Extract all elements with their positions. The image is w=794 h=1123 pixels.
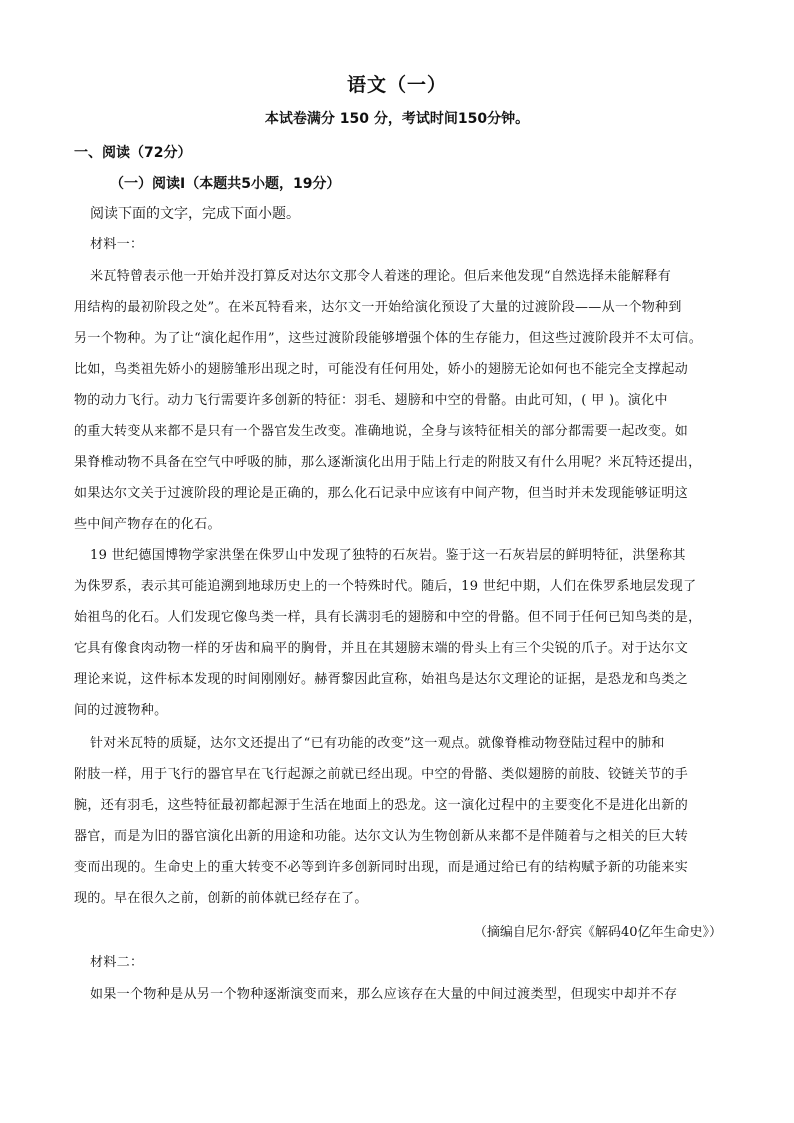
text-line: 现的。早在很久之前，创新的前体就已经存在了。: [74, 891, 368, 906]
text-line: 如果一个物种是从另一个物种逐渐演变而来，那么应该存在大量的中间过渡类型，但现实中却并不存: [90, 987, 678, 1002]
section-heading: 一、阅读（72分）: [74, 145, 192, 161]
text-line: 变而出现的。生命史上的重大转变不必等到许多创新同时出现，而是通过给已有的结构赋予新的功能来实: [74, 860, 689, 875]
material-two-label: 材料二：: [90, 955, 144, 970]
text-line: 腕，还有羽毛，这些特征最初都起源于生活在地面上的恐龙。这一演化过程中的主要变化不是进化出新的: [74, 798, 689, 813]
text-line: 米瓦特曾表示他一开始并没打算反对达尔文那令人着迷的理论。但后来他发现“自然选择未能解释有: [90, 269, 672, 284]
text-line: 另一个物种。为了让“演化起作用”，这些过渡阶段能够增强个体的生存能力，但这些过渡阶段并不太可信。: [74, 331, 703, 346]
sub-section-heading: （一）阅读Ⅰ（本题共5小题，19分）: [110, 176, 341, 192]
text-line: 器官，而是为旧的器官演化出新的用途和功能。达尔文认为生物创新从来都不是伴随着与之相关的巨大转: [74, 829, 689, 844]
document-title: 语文（一）: [346, 74, 447, 96]
text-line: 的重大转变从来都不是只有一个器官发生改变。准确地说，全身与该特征相关的部分都需要一起改变。如: [74, 424, 689, 439]
source-citation: （摘编自尼尔·舒宾《解码40亿年生命史》）: [473, 925, 722, 940]
text-line: 如果达尔文关于过渡阶段的理论是正确的，那么化石记录中应该有中间产物，但当时并未发现能够证明这: [74, 486, 689, 501]
text-line: 比如，鸟类祖先娇小的翅膀雏形出现之时，可能没有任何用处，娇小的翅膀无论如何也不能完全支撑起动: [74, 362, 689, 377]
text-line: 它具有像食肉动物一样的牙齿和扁平的胸骨，并且在其翅膀末端的骨头上有三个尖锐的爪子。对于达尔文: [74, 641, 689, 656]
text-line: 物的动力飞行。动力飞行需要许多创新的特征：羽毛、翅膀和中空的骨骼。由此可知，( 甲 )。演化中: [74, 393, 668, 408]
text-line: 针对米瓦特的质疑，达尔文还提出了“已有功能的改变”这一观点。就像脊椎动物登陆过程中的肺和: [90, 736, 665, 751]
text-line: 19 世纪德国博物学家洪堡在侏罗山中发现了独特的石灰岩。鉴于这一石灰岩层的鲜明特征，洪堡称其: [90, 548, 686, 563]
text-line: 为侏罗系，表示其可能追溯到地球历史上的一个特殊时代。随后，19 世纪中期，人们在侏罗系地层发现了: [74, 579, 697, 594]
material-one-label: 材料一：: [90, 237, 144, 252]
text-line: 些中间产物存在的化石。: [74, 517, 221, 532]
text-line: 间的过渡物种。: [74, 703, 168, 718]
text-line: 理论来说，这件标本发现的时间刚刚好。赫胥黎因此宣称，始祖鸟是达尔文理论的证据，是恐龙和鸟类之: [74, 672, 689, 687]
text-line: 始祖鸟的化石。人们发现它像鸟类一样，具有长满羽毛的翅膀和中空的骨骼。但不同于任何已知鸟类的是，: [74, 610, 702, 625]
text-line: 附肢一样，用于飞行的器官早在飞行起源之前就已经出现。中空的骨骼、类似翅膀的前肢、铰链关节的手: [74, 767, 689, 782]
text-line: 果脊椎动物不具备在空气中呼吸的肺，那么逐渐演化出用于陆上行走的附肢又有什么用呢？米瓦特还提出，: [74, 455, 702, 470]
exam-info: 本试卷满分 150 分，考试时间150分钟。: [264, 111, 530, 127]
text-line: 用结构的最初阶段之处”。在米瓦特看来，达尔文一开始给演化预设了大量的过渡阶段——从一个物种到: [74, 300, 682, 315]
reading-instruction: 阅读下面的文字，完成下面小题。: [90, 206, 300, 222]
